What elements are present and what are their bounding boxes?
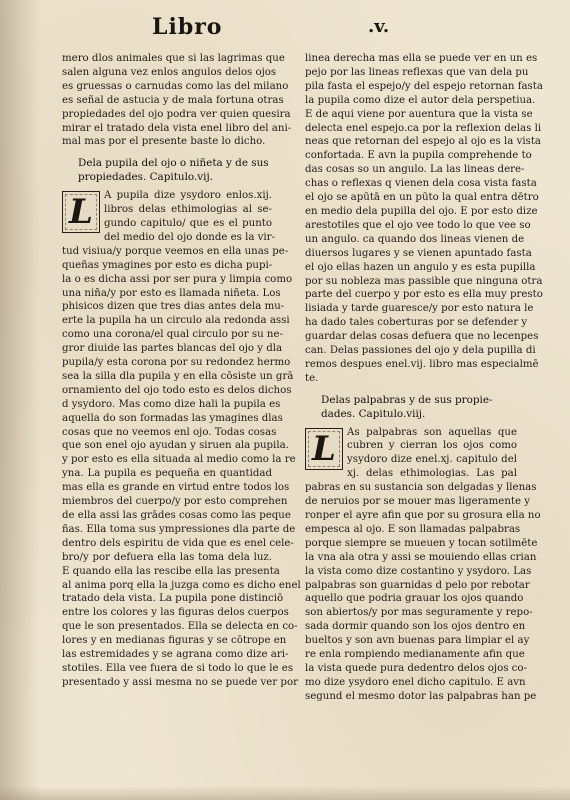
text-line: pupila/y esta corona por su redondez hermo (62, 357, 291, 369)
left-column (62, 52, 301, 690)
text-line: es gruessas o carnudas como las del milano (62, 80, 289, 92)
text-line: como una corona/el qual circulo por su ne- (62, 329, 283, 341)
heading-line: propiedades. Capitulo.vij. (78, 171, 213, 184)
text-line: gundo capitulo/ que es el punto (104, 217, 272, 229)
text-line: y por esto es ella situada al medio como la re (62, 454, 296, 466)
text-line: una niña/y por esto es llamada niñeta. Los (62, 287, 281, 299)
text-line: confortada. E avn la pupila comprehende to (305, 150, 532, 162)
chapter-heading (62, 157, 272, 185)
text-line: A pupila dize ysydoro enlos.xij. (104, 190, 272, 202)
text-line: xj. delas ethimologias. Las pal (347, 468, 517, 480)
text-line: re enla rompiendo medianamente afin que (305, 649, 525, 661)
text-line: cubren y cierran los ojos como (347, 440, 517, 452)
heading-line: Delas palpabras y de sus propie- (321, 393, 493, 406)
text-line: As palpabras son aquellas que (347, 426, 517, 438)
text-line: al anima porq ella la juzga como es dicho enel (62, 579, 301, 591)
text-line: guardar delas cosas defuera que no lecenpes (305, 331, 539, 343)
folio-number: .v. (368, 16, 390, 37)
text-line: ysydoro dize enel.xj. capitulo del (347, 454, 517, 466)
text-line: de neruios por se mouer mas ligeramente y (305, 496, 530, 508)
paragraph (305, 52, 543, 386)
text-line: salen alguna vez enlos angulos delos ojos (62, 66, 277, 78)
text-line: ha dado tales coberturas por se defender y (305, 317, 528, 329)
text-line: parte del cuerpo y por esto es ella muy presto (305, 289, 543, 301)
initial-paragraph (62, 189, 275, 245)
text-line: aquella do son formadas las ymagines dlas (62, 412, 283, 424)
text-line: stotiles. Ella vee fuera de si todo lo que le es (62, 662, 294, 674)
text-line: mas ella es grande en virtud entre todos los (62, 482, 290, 494)
text-line: pila fasta el espejo/y del espejo retornan fasta (305, 80, 543, 92)
text-line: las estremidades y se agrana como dize ari- (62, 649, 289, 661)
text-line: tud visiua/y porque veemos en ella unas pe- (62, 245, 289, 257)
text-line: la pupila como dize el autor dela perspetiua. (305, 94, 536, 106)
text-line: mo dize ysydoro enel dicho capitulo. E avn (305, 676, 526, 688)
text-line: queñas ymagines por esto es dicha pupi- (62, 259, 273, 271)
text-line: es señal de astucia y de mala fortuna otras (62, 94, 284, 106)
text-line: lores y en medianas figuras y se cōtrope en (62, 635, 287, 647)
text-line: presentado y assi mesma no se puede ver por (62, 676, 298, 688)
text-line: mero dlos animales que si las lagrimas que (62, 53, 285, 64)
text-line: que son enel ojo ayudan y siruen ala pupila. (62, 440, 289, 452)
heading-line: dades. Capitulo.viij. (321, 407, 426, 420)
text-line: mal mas por el presente baste lo dicho. (62, 136, 266, 148)
text-line: pejo por las lineas reflexas que van dela pu (305, 66, 529, 78)
text-line: E quando ella las rescibe ella las presenta (62, 565, 280, 577)
text-line: ornamiento del ojo todo esto es delos dichos (62, 384, 292, 396)
text-line: miembros del cuerpo/y por esto comprehen (62, 496, 288, 508)
heading-line: Dela pupila del ojo o niñeta y de sus (78, 157, 269, 170)
text-line: el ojo ellas hazen un angulo y es esta pupilla (305, 261, 536, 273)
text-line: aquello que podria grauar los ojos quando (305, 593, 524, 605)
text-line: la vista como dize costantino y ysydoro. Las (305, 565, 532, 577)
text-line: la vista quede pura dedentro delos ojos co- (305, 662, 527, 674)
chapter-heading (305, 394, 517, 422)
text-line: arestotiles que el ojo vee todo lo que vee so (305, 219, 531, 231)
initial-letter: L (69, 192, 93, 233)
paragraph (62, 52, 292, 149)
text-line: empesca al ojo. E son llamadas palpabras (305, 523, 521, 535)
text-line: del medio del ojo donde es la vir- (104, 231, 275, 243)
text-line: erte la pupila ha un circulo ala redonda assi (62, 315, 290, 327)
running-head-left: Libro (152, 14, 223, 40)
text-line: que le son presentados. Ella se delecta en co- (62, 621, 298, 633)
text-line: can. Delas passiones del ojo y dela pupilla di (305, 345, 536, 357)
text-line: das cosas so un angulo. La las lineas dere- (305, 164, 525, 176)
text-line: segund el mesmo dotor las palpabras han pe (305, 690, 537, 702)
text-line: libros delas ethimologias al se- (104, 204, 272, 216)
paragraph (305, 481, 541, 704)
page-bottom-edge (0, 786, 570, 800)
text-line: delecta enel espejo.ca por la reflexion delas li (305, 122, 542, 134)
text-line: la o es dicha assi por ser pura y limpia como (62, 273, 293, 285)
running-head (0, 12, 570, 42)
text-line: sea la silla dla pupila y en ella cōsiste un grā (62, 370, 294, 382)
text-line: bro/y por defuera ella las toma dela luz. (62, 551, 272, 563)
initial-letter: L (312, 428, 336, 469)
decorated-initial (305, 428, 343, 470)
text-line: sada dormir quando son los ojos dentro en (305, 621, 526, 633)
text-line: son abiertos/y por mas seguramente y repo- (305, 607, 533, 619)
text-line: dentro dels espiritu de vida que es enel cele- (62, 537, 294, 549)
text-line: pabras en su sustancia son delgadas y llenas (305, 482, 537, 494)
text-line: propiedades del ojo podra ver quien quesira (62, 108, 291, 120)
paragraph (62, 245, 301, 690)
text-line: tratado dela vista. La pupila pone distinciō (62, 593, 284, 605)
text-line: la vna ala otra y assi se mouiendo ellas crian (305, 551, 537, 563)
text-line: remos despues enel.vij. libro mas especialmē (305, 358, 539, 370)
text-line: E de aqui viene por auentura que la vista se (305, 108, 533, 120)
text-line: te. (305, 372, 319, 384)
text-line: d ysydoro. Mas como dize hali la pupila es (62, 398, 281, 410)
right-column (305, 52, 543, 704)
text-line: linea derecha mas ella se puede ver en un es (305, 53, 538, 64)
gutter-shadow (0, 0, 40, 800)
text-line: neas que retornan del espejo al ojo es la vista (305, 136, 542, 148)
text-line: diuersos lugares y se vienen apuntado fasta (305, 247, 532, 259)
text-line: de ella assi las grādes cosas como las peque (62, 510, 291, 521)
initial-paragraph (305, 426, 517, 482)
text-line: un angulo. ca quando dos lineas vienen de (305, 233, 525, 245)
text-line: yna. La pupila es pequeña en quantidad (62, 468, 272, 480)
text-line: porque siempre se mueuen y tocan sotilmēte (305, 537, 538, 549)
text-line: palpabras son guarnidas d pelo por rebotar (305, 579, 530, 591)
text-line: phisicos dizen que tres dias antes dela mu- (62, 301, 285, 313)
text-line: lisiada y tarde guaresce/y por esto natura le (305, 303, 534, 315)
text-line: ñas. Ella toma sus ympressiones dla parte de (62, 523, 296, 535)
text-line: ronper el ayre afin que por su grosura ella no (305, 510, 541, 521)
text-line: mirar el tratado dela vista enel libro del ani- (62, 122, 292, 134)
text-line: entre los colores y las figuras delos cuerpos (62, 607, 289, 619)
decorated-initial (62, 191, 100, 233)
text-line: por su nobleza mas passible que ninguna otra (305, 275, 543, 287)
text-line: cosas que no veemos enl ojo. Todas cosas (62, 426, 277, 438)
text-line: en medio dela pupilla del ojo. E por esto dize (305, 205, 538, 217)
text-line: bueltos y son avn buenas para limpiar el ay (305, 635, 530, 647)
text-line: gror diuide las partes blancas del ojo y dla (62, 343, 283, 355)
text-line: el ojo se apūtā en un pūto la qual entra dētro (305, 192, 539, 204)
text-line: chas o reflexas q vienen dela cosa vista fasta (305, 178, 537, 190)
